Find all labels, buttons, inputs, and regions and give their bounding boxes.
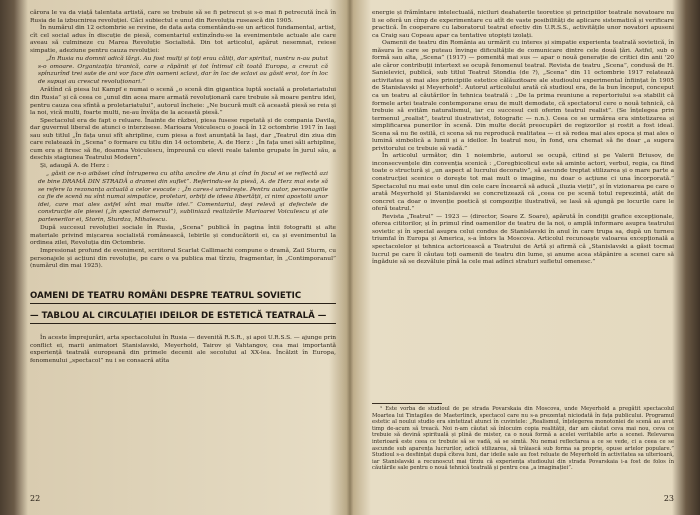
paragraph: Spectacolul era de fapt o reluare. Înainte de război, piesa fusese repetată și de compania Davila, dar guvernul liberal de atunci o interzisese. Marioara Voiculescu o joacă în 12 octombrie 1917 în Iași sau sub titlul „În fața unui sfît ahripline, cum piesa a fost anunțată la Iași, dar „Teatrul din ziua din care relatează în „Scena” o formare cu titlu din 14 octombrie, A. de Herz : „În fața unei săli arhipline, cum era și firesc să fie, doamna Voiculescu, împreună cu elevii reale talente grupate în jurul său, a deschis stagiunea Teatrului Modern”. — [30, 117, 336, 162]
paragraph: cărora le va da viață talentata artistă, care se trebuie să se fi petrecut și s-o mai fi petrecută încă în Rusia de la izbucnirea revoluției. Căci subiectul e unul din Revoluția rusească din 1905. — [30, 10, 336, 24]
page-number-left: 22 — [30, 494, 41, 503]
paragraph: Oamenii de teatru din România au urmărit cu interes și simpatie experienta teatrală sovietică, în măsura în care se puteau învinge dificultățile de comunicare dintre cele două țări. Astfel, sub o formă sau alta, „Scena” (1917) — pomenită mai sus — apar o nouă generație de critici din anii '20 ale căror contribuții intertext se ocupă fenomenul teatral. Revista de teatru „Scena”, condusă de H. Sanielevici, publică, sub titlul Teatrul Stondia (de ?), „Scena” din 11 octombrie 1917 relatează activitatea și mai ales principiile estetice călăuzitoare ale studioului experimental înființat în 1905 de Stanislavski și Meyerhold¹. Autorul articolului arată că studioul era, de la bun început, conceput ca un teatru al căutărilor în tehnica teatrală : „De la prima reuniune a repertoriului s-a stabilit că formele artei teatrale contemporane erau de mult demodate, că spectatorul cere o nouă tehnică, că trebuie să evităm naturalismul, iar cu succesul ceii oferim teatrul realist”. (Se înțelegea prin termenul „realist”, teatrul ilustrativist, fotografic — n.n.). Ceea ce se urmărea era sintetizarea și simplificarea punerilor în scenă. Din multe decât preocupări de regizorilor și rostit a fost ideal. Scena să nu fie ostilă, ci scena să nu reproducă realitatea — ci să redea mai ales epoca și mai ales o lumină simbolică a lumii și a ideilor. În teatrul nou, în fond, era chemat să fie doar „a sugera privitorului ce trebuie să vadă.” — [372, 40, 674, 152]
page-number-right: 23 — [663, 494, 674, 503]
paragraph: energie și frămîntare intelectuală, niciluri deahaterile teoretice și principiilor teatrale novatoare nu li se oferă un cîmp de experimentare cu atît de vaste posibilități de aplicare sistematică și verificare practică. În cooperare cu laboratorul teatral efectiv din U.R.S.S., activitățile unor novatori apuseni ca Craig sau Copeau apar ca tentative utopiști izolați. — [372, 10, 674, 39]
paragraph: Revista „Teatrul” — 1923 — (director, Soare Z. Soare), apărută în condiții grafice excepționale, oferea cititorilor, și în primul rînd oamenilor de teatru de la noi, o amplă informare asupra teatrului sovietic și în special asupra celui condus de Stanislavski în anul în care trupa sa, după un turneu triumfal în Europa și America, s-a întors la Moscova. Articolul recunoaște valoarea excepțională a spectacolelor și tehnica actoricească a Teatrului de Artă și afirmă că „Stanislavski a găsit tocmai lucrul pe care îl căutau toți oamenii de teatru din lume, și anume acea stăpânire a scenei care să îngăduie să se dezvăluie pînă la cele mai adînci straturi sufletul omenesc.” — [372, 213, 674, 266]
paragraph: În articolul următor, din 1 noiembrie, autorul se ocupă, citind și pe Valerii Briusov, de inconsecvențele din convenția scenică : „Coregbicolicul este să aminte actori, verbul, regia, ca fiind toate o structură și „un aspect al lucrului decorativ”, să ascunde treptat stilizarea și o mare parte a construcției scenice o dorește tot mai mult o imagine, nu doar o acțiune ci una încorporată.” Spectacolul nu mai este unul din cele care încearcă să aducă „iluzia vieții”, și în vizionarea pe care o arată Meyerhold și Stanislavski se concretizează că „ceea ce pe scenă totul reprezintă, atât de concret ca doar o invenție poetică și compoziție ilustrativă, se lasă să ajungă pe locurile care le oferă teatrul.” — [372, 153, 674, 213]
left-page — [30, 0, 336, 515]
left-body-text — [30, 10, 336, 271]
paragraph: „ găsit ce n-o aibăsei cînd întruperea cu atîta ancăre de Anu și cînd în focul ei se reflectă azi de bine DRAMĂ DIN STRADĂ a dramei din suflet”. Referindu-se la piesă, A. de Herz mai este să se refere la rezonanța actuală a celor evocate : „În cares-i urmăreşte. Pentru autor, personagiile ca fie de scenă nu sînt numai simpatice, proletari, orbiți de ideea libertății, ci nimi apostolii unor idei, care mai ales astfel sînt mai multe idei.” Comentariul, deși relevă și defectele de construcție ale piesei („în special demersul”), subliniază realizările Marioarei Voiculescu și ale partenerilor ei, Storin, Sturdza, Mihalescu. — [38, 171, 328, 223]
paragraph: Impresionat profund de eveniment, scriitorul Scarlat Callimachi compune o dramă, Zail Sturm, cu personajele și acțiuni din revoluție, pe care o va publica mai tîrziu, fragmentar, în „Contimporanul” (numărul din mai 1925). — [30, 247, 336, 270]
paragraph: Arătînd că piesa lui Kampf e numai o scenă „o scenă din gigantica luptă socială a proletariatului din Rusia” și că ceea ce „unul din acea mare armată revoluționară care trebuie să moare pentru idei, pentru cauza cea sfîntă a proletariatului”, autorul încheie: „Ne bucură mult că această piesă se reia și la noi, vică multi, foarte multi, ne-au învăța de la această piesă.” — [30, 87, 336, 117]
heading-line-2: — TABLOU AL CIRCULAȚIEI IDEILOR DE ESTETICĂ TEATRALĂ — — [30, 310, 336, 324]
paragraph: În aceste împrejurări, arta spectacolului în Rusia — devenită R.S.R., și apoi U.R.S.S. — ajunge prin conflict ei, marii animatori Stanislavski, Meyerhold, Tairov și Vahtangov, cea mai importantă experiență teatrală europeană din primele decenii ale secolului al XX-lea. Încălzit în Europa, fenomenului „spectacol” nu i se consacră atîta — [30, 335, 336, 364]
paragraph: După succesul revoluției sociale în Rusia, „Scena” publică în pagina întii fotografii și alte materiale privind mișcarea socialistă românească, lebirile și conducătorii ei, ca și evenimentul la ordinea zilei, Revoluția din Octombrie. — [30, 225, 336, 247]
footnote-divider — [372, 403, 442, 404]
footnote-text: ¹ Este vorba de studioul de pe strada Povarskaia din Moscova, unde Meyerhold a pregătit spectacolul Moartea lui Tintagiles de Maeterlinck, spectacol care nu s-a prezentat niciodată în fața publicului. Programul estetic al noului studio era sintetizat atunci în cuvintele: „Realismul, înțelegerea monotoniei de scenă au avut timp de-acum să treacă. Noi n-am căutat să înlocuim copia realității, dar am căutat ceva mai nou, ceva ce trebuie să devină spirituală și plină de mister, ca o nouă formă a acelei veritabile arte a scenei. Relevarea interioară este ceea ce trebuie să se vadă, să se simtă. Nu nemai reflectarea a ce se vede, ci a ceea ce se ascunde sub aparența lucrurilor, adică stilizarea, să trăiască sub forma sa proprie, opuse artelor populare.” Studioul s-a desființat după cîteva luni, dar ideile sale au fost reluate de Meyerhold în activitatea sa ulterioară, iar Stanislavski a recunoscut mai tîrziu că experiența studioului din strada Povarskaia i-a fost de folos în căutările sale pentru o nouă tehnică teatrală și pentru cea „a imaginației”. — [372, 406, 674, 472]
left-after-heading-text — [30, 335, 336, 365]
footnotes — [372, 406, 674, 472]
paragraph: În numărul din 12 octombrie se revine, de data asta comentându-se un articol fundamental, artist, cît cel social adus în discuție de piesă, comentariul extinzîndu-se la evenimentele actuale ale care aveau să culmineze cu Marea Revoluție Socialistă. Din tot articolul, apărut nesemnat, reiese simpatie, adeziune pentru cauza revoluției: — [30, 25, 336, 54]
section-heading — [30, 290, 336, 324]
right-body-text — [372, 10, 674, 267]
paragraph: Și, adaugă A. de Herz : — [40, 162, 109, 169]
right-page — [372, 0, 674, 515]
heading-line-1: OAMENI DE TEATRU ROMÂNI DESPRE TEATRUL SOVIETIC — [30, 290, 336, 304]
paragraph: „În Rusia nu domnii adică lărgi. Au fost mulți și toți erau căliți, dar spiritul, nuntru n-au putut s-o omoare. Organizația tiranică, care a răpănit și tot întimul cît toată Europa, a crezut că spînzurînd trei sute de ani vor face din oameni sclavi, dar în loc de sclavi au găsit eroi, tor în loc de supuși au crescut revoluționari.” — [38, 56, 328, 85]
